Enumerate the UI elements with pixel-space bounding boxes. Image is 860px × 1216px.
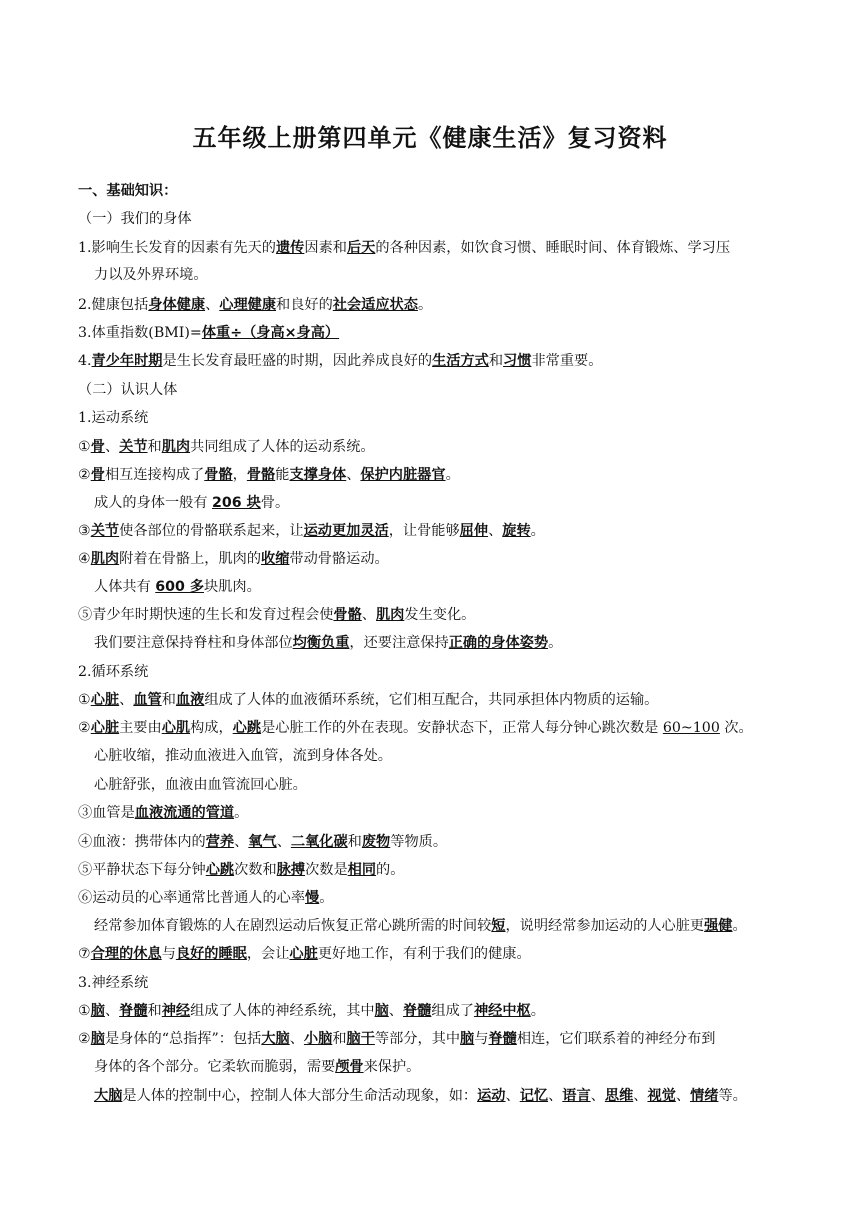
text-span: 相互连接构成了	[104, 467, 205, 483]
text-span: 和	[161, 692, 176, 708]
text-line	[78, 295, 788, 315]
text-line	[78, 690, 788, 710]
text-span: 2.循环系统	[78, 664, 149, 680]
text-span: 使各部位的骨骼联系起来，让	[119, 523, 304, 539]
text-span: 带动骨骼运动。	[289, 551, 389, 567]
text-line	[78, 1057, 804, 1077]
text-line	[78, 408, 788, 428]
text-line	[78, 1086, 804, 1106]
text-line	[78, 265, 804, 285]
text-span: 身体的各个部分。它柔软而脆弱，需要	[94, 1059, 336, 1075]
text-line	[78, 323, 788, 343]
text-span: 。	[445, 467, 460, 483]
underlined-term: 习惯	[503, 353, 532, 369]
underlined-term: 脑	[90, 1031, 105, 1047]
text-span: 、	[361, 607, 376, 623]
text-line	[78, 351, 788, 371]
text-span: ，会让	[246, 946, 290, 962]
text-line	[78, 973, 788, 993]
underlined-term: 脊髓	[488, 1031, 517, 1047]
text-span: 组成了人体的血液循环系统，它们相互配合，共同承担体内物质的运输。	[204, 692, 659, 708]
page-title: 五年级上册第四单元《健康生活》复习资料	[192, 124, 668, 152]
text-span: 次数是	[305, 862, 348, 878]
text-line	[78, 605, 788, 625]
text-span: 更好地工作，有利于我们的健康。	[317, 946, 531, 962]
text-span: 我们要注意保持脊柱和身体部位	[94, 635, 293, 651]
underlined-term: 正确的身体姿势	[448, 635, 549, 651]
text-line	[78, 209, 788, 229]
underlined-term: 废物	[361, 834, 391, 850]
underlined-term: 脑	[460, 1031, 475, 1047]
underlined-term: 脉搏	[276, 862, 306, 878]
text-line	[78, 775, 804, 795]
text-line	[78, 181, 788, 201]
underlined-term: 骨	[90, 467, 105, 483]
text-span: 人体共有	[94, 579, 156, 595]
text-span: 。	[319, 890, 334, 906]
text-span: ⑤青少年时期快速的生长和发育过程会使	[78, 607, 334, 623]
underlined-term: 青少年时期	[91, 353, 163, 369]
underlined-term: 营养	[205, 834, 235, 850]
text-line	[78, 549, 788, 569]
text-span: 发生变化。	[404, 607, 476, 623]
text-span: 、	[234, 834, 249, 850]
underlined-term: 强健	[704, 918, 733, 934]
text-span: 、	[205, 297, 220, 313]
text-line	[78, 577, 804, 597]
underlined-term: 肌肉	[161, 439, 191, 455]
text-span: 。	[530, 523, 545, 539]
text-span: 一、基础知识：	[78, 183, 178, 199]
text-span: 次数和	[234, 862, 277, 878]
text-span: ⑥运动员的心率通常比普通人的心率	[78, 890, 306, 906]
text-span: 、	[548, 1088, 563, 1104]
underlined-term: 二氧化碳	[290, 834, 348, 850]
text-span: 附着在骨骼上，肌肉的	[119, 551, 262, 567]
text-span: 组成了	[431, 1003, 474, 1019]
underlined-term: 保护内脏器官	[360, 467, 446, 483]
underlined-term: 骨骼	[333, 607, 362, 623]
text-line	[78, 662, 788, 682]
text-span: 等物质。	[390, 834, 448, 850]
underlined-term: 关节	[119, 439, 148, 455]
text-span: 是人体的控制中心，控制人体大部分生命活动现象，如：	[122, 1088, 478, 1104]
underlined-term: 后天	[346, 240, 376, 256]
text-line	[78, 633, 804, 653]
text-line	[78, 493, 804, 513]
underlined-term: 社会适应状态	[332, 297, 418, 313]
text-span: 等部分，其中	[374, 1031, 461, 1047]
text-line	[78, 860, 788, 880]
text-span: 共同组成了人体的运动系统。	[190, 439, 375, 455]
text-span: 1.运动系统	[78, 410, 149, 426]
underlined-term: 心跳	[232, 720, 262, 736]
underlined-term: 运动	[477, 1088, 506, 1104]
underlined-term: 心脏	[90, 720, 120, 736]
text-line	[78, 944, 788, 964]
underlined-term: 600 多	[155, 579, 205, 595]
text-span: 组成了人体的神经系统，其中	[190, 1003, 375, 1019]
text-span: ①	[78, 692, 91, 708]
underlined-term: 血液	[175, 692, 205, 708]
text-span: 、	[388, 1003, 403, 1019]
text-span: ⑤平静状态下每分钟	[78, 862, 206, 878]
text-line	[78, 238, 788, 258]
text-span: 4.	[78, 353, 92, 369]
text-span: 经常参加体育锻炼的人在剧烈运动后恢复正常心跳所需的时间较	[94, 918, 492, 934]
text-span: ②	[78, 1031, 91, 1047]
underlined-term: 旋转	[502, 523, 531, 539]
underlined-term: 肌肉	[375, 607, 405, 623]
text-span: 次。	[719, 720, 753, 736]
underlined-term: 肌肉	[90, 551, 120, 567]
text-span: 非常重要。	[531, 353, 603, 369]
text-span: 是生长发育最旺盛的时期，因此养成良好的	[162, 353, 433, 369]
underlined-term: 合理的休息	[90, 946, 162, 962]
underlined-term: 生活方式	[432, 353, 489, 369]
text-span: 力以及外界环境。	[94, 267, 208, 283]
text-span: ①	[78, 439, 91, 455]
underlined-term: 心理健康	[219, 297, 277, 313]
underlined-term: 脑	[90, 1003, 105, 1019]
text-span: 和	[147, 1003, 162, 1019]
underlined-term: 关节	[90, 523, 120, 539]
underlined-term: 60~100	[662, 720, 720, 736]
text-span: 、	[505, 1088, 520, 1104]
text-span: 是心脏工作的外在表现。安静状态下，正常人每分钟心跳次数是	[261, 720, 663, 736]
text-span: 和	[347, 834, 362, 850]
underlined-term: 206 块	[212, 495, 261, 511]
text-span: 因素和	[304, 240, 347, 256]
underlined-term: 脊髓	[119, 1003, 148, 1019]
text-span: 能	[275, 467, 290, 483]
underlined-term: 体重÷（身高×身高）	[201, 325, 340, 341]
underlined-term: 视觉	[647, 1088, 676, 1104]
text-span: 。	[548, 635, 563, 651]
text-span: 1.影响生长发育的因素有先天的	[78, 240, 276, 256]
underlined-term: 思维	[604, 1088, 634, 1104]
text-line	[78, 380, 788, 400]
text-span: 3.神经系统	[78, 975, 149, 991]
text-span: 。	[417, 297, 433, 313]
underlined-term: 收缩	[261, 551, 290, 567]
text-line	[78, 718, 788, 738]
text-span: 的各种因素，如饮食习惯、睡眠时间、体育锻炼、学习压	[375, 240, 731, 256]
underlined-term: 情绪	[690, 1088, 719, 1104]
text-span: 、	[590, 1088, 605, 1104]
underlined-term: 小脑	[303, 1031, 333, 1047]
underlined-term: 良好的睡眠	[175, 946, 247, 962]
underlined-term: 大脑	[261, 1031, 290, 1047]
text-span: 与	[161, 946, 176, 962]
underlined-term: 颅骨	[335, 1059, 364, 1075]
text-line	[78, 916, 804, 936]
underlined-term: 心脏	[90, 692, 120, 708]
underlined-term: 脊髓	[402, 1003, 432, 1019]
text-span: 的。	[376, 862, 405, 878]
underlined-term: 骨骼	[246, 467, 276, 483]
text-span: 和	[488, 353, 504, 369]
underlined-term: 短	[491, 918, 506, 934]
underlined-term: 骨	[90, 439, 105, 455]
text-span: （二）认识人体	[78, 382, 178, 398]
text-span: ④	[78, 551, 91, 567]
text-span: 心脏舒张，血液由血管流回心脏。	[94, 777, 307, 793]
text-line	[78, 1001, 788, 1021]
text-span: 3.体重指数(BMI)=	[78, 325, 202, 341]
text-span: 和	[332, 1031, 347, 1047]
text-span: 骨。	[260, 495, 290, 511]
underlined-term: 屈伸	[459, 523, 489, 539]
text-span: 来保护。	[363, 1059, 421, 1075]
underlined-term: 运动更加灵活	[303, 523, 389, 539]
text-span: 、	[289, 1031, 304, 1047]
underlined-term: 血液流通的管道	[134, 805, 235, 821]
text-span: 、	[276, 834, 291, 850]
underlined-term: 语言	[562, 1088, 591, 1104]
text-span: 。	[732, 918, 747, 934]
text-span: 、	[633, 1088, 648, 1104]
text-span: ，让骨能够	[388, 523, 460, 539]
text-span: ，还要注意保持	[349, 635, 449, 651]
text-span: 块肌肉。	[204, 579, 261, 595]
text-line	[78, 888, 788, 908]
underlined-term: 心跳	[205, 862, 235, 878]
text-span: 、	[675, 1088, 691, 1104]
text-span: 、	[119, 692, 134, 708]
underlined-term: 脑	[374, 1003, 389, 1019]
underlined-term: 相同	[347, 862, 377, 878]
text-span: 、	[104, 439, 120, 455]
underlined-term: 氧气	[248, 834, 277, 850]
text-span: 2.健康包括	[78, 297, 149, 313]
text-span: 。	[234, 805, 249, 821]
underlined-term: 神经中枢	[473, 1003, 531, 1019]
underlined-term: 记忆	[519, 1088, 549, 1104]
underlined-term: 遗传	[275, 240, 305, 256]
text-span: 成人的身体一般有	[94, 495, 213, 511]
text-span: 。	[530, 1003, 545, 1019]
text-span: ④血液：携带体内的	[78, 834, 206, 850]
underlined-term: 脑干	[346, 1031, 375, 1047]
text-line	[78, 437, 788, 457]
text-line	[78, 832, 788, 852]
text-line	[78, 746, 804, 766]
text-span: ②	[78, 467, 91, 483]
text-span: ，	[232, 467, 247, 483]
text-span: ⑦	[78, 946, 91, 962]
underlined-term: 骨骼	[204, 467, 233, 483]
text-span: ③血管是	[78, 805, 135, 821]
underlined-term: 支撑身体	[289, 467, 347, 483]
text-span: 主要由	[119, 720, 162, 736]
text-span: 等。	[718, 1088, 747, 1104]
text-span: （一）我们的身体	[78, 211, 192, 227]
text-span: 、	[104, 1003, 120, 1019]
underlined-term: 大脑	[94, 1088, 123, 1104]
text-span: ，说明经常参加运动的人心脏更	[505, 918, 705, 934]
text-line	[78, 465, 788, 485]
underlined-term: 慢	[305, 890, 320, 906]
text-span: ①	[78, 1003, 91, 1019]
text-span: ②	[78, 720, 91, 736]
text-span: 是身体的“总指挥”：包括	[104, 1031, 262, 1047]
text-span: 构成，	[190, 720, 233, 736]
text-line	[78, 803, 788, 823]
text-span: ③	[78, 523, 91, 539]
underlined-term: 心脏	[289, 946, 318, 962]
underlined-term: 身体健康	[148, 297, 206, 313]
text-line	[78, 521, 788, 541]
text-span: 相连，它们联系着的神经分布到	[516, 1031, 716, 1047]
text-span: 、	[488, 523, 503, 539]
text-span: 、	[346, 467, 361, 483]
underlined-term: 心肌	[161, 720, 191, 736]
underlined-term: 均衡负重	[292, 635, 350, 651]
underlined-term: 血管	[133, 692, 162, 708]
text-line	[78, 1029, 788, 1049]
text-span: 心脏收缩，推动血液进入血管，流到身体各处。	[94, 748, 392, 764]
underlined-term: 神经	[161, 1003, 191, 1019]
text-span: 与	[474, 1031, 489, 1047]
text-span: 和	[147, 439, 162, 455]
text-span: 和良好的	[276, 297, 333, 313]
